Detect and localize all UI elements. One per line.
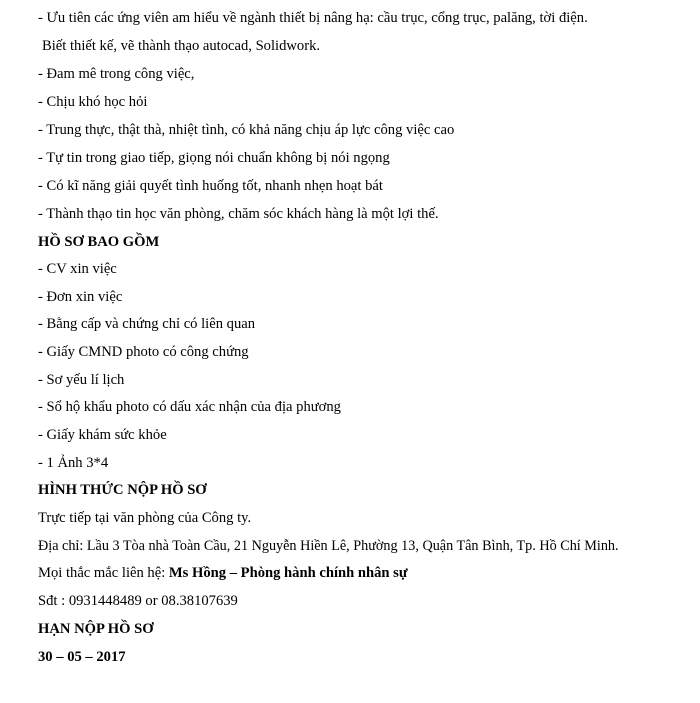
deadline-date: 30 – 05 – 2017: [38, 649, 126, 665]
requirement-item: - Tự tin trong giao tiếp, giọng nói chuẩn không bị nói ngọng: [38, 150, 390, 166]
deadline-heading: HẠN NỘP HỒ SƠ: [38, 621, 154, 637]
dossier-item: - 1 Ảnh 3*4: [38, 455, 109, 471]
dossier-item: - Giấy CMND photo có công chứng: [38, 344, 249, 360]
submission-address: Địa chỉ: Lầu 3 Tòa nhà Toàn Cầu, 21 Nguyễn Hiền Lê, Phường 13, Quận Tân Bình, Tp. Hồ Chí Minh.: [38, 538, 619, 554]
dossier-item: - Đơn xin việc: [38, 289, 123, 305]
contact-person: Ms Hồng – Phòng hành chính nhân sự: [168, 565, 408, 581]
dossier-item: - Bằng cấp và chứng chỉ có liên quan: [38, 316, 256, 332]
requirement-item: Biết thiết kế, vẽ thành thạo autocad, Solidwork.: [42, 38, 321, 54]
phone-line: Sđt : 0931448489 or 08.38107639: [38, 593, 238, 609]
submission-method: Trực tiếp tại văn phòng của Công ty.: [38, 510, 252, 526]
contact-prefix: Mọi thắc mắc liên hệ:: [38, 565, 169, 581]
contact-line: [38, 564, 408, 582]
requirement-item: - Chịu khó học hỏi: [38, 94, 148, 110]
dossier-heading: HỒ SƠ BAO GỒM: [38, 234, 160, 250]
requirement-item: - Đam mê trong công việc,: [38, 66, 195, 82]
dossier-item: - Giấy khám sức khỏe: [38, 427, 167, 443]
dossier-item: - Sơ yếu lí lịch: [38, 372, 125, 388]
requirement-item: - Ưu tiên các ứng viên am hiểu về ngành thiết bị nâng hạ: cầu trục, cổng trục, palăng, tời điện.: [38, 10, 588, 26]
dossier-item: - CV xin việc: [38, 261, 117, 277]
requirement-item: - Có kĩ năng giải quyết tình huống tốt, nhanh nhẹn hoạt bát: [38, 178, 383, 194]
submission-heading: HÌNH THỨC NỘP HỒ SƠ: [38, 482, 207, 498]
requirement-item: - Thành thạo tin học văn phòng, chăm sóc khách hàng là một lợi thế.: [38, 206, 439, 222]
dossier-item: - Sổ hộ khẩu photo có dấu xác nhận của địa phương: [38, 399, 341, 415]
requirement-item: - Trung thực, thật thà, nhiệt tình, có khả năng chịu áp lực công việc cao: [38, 122, 455, 138]
